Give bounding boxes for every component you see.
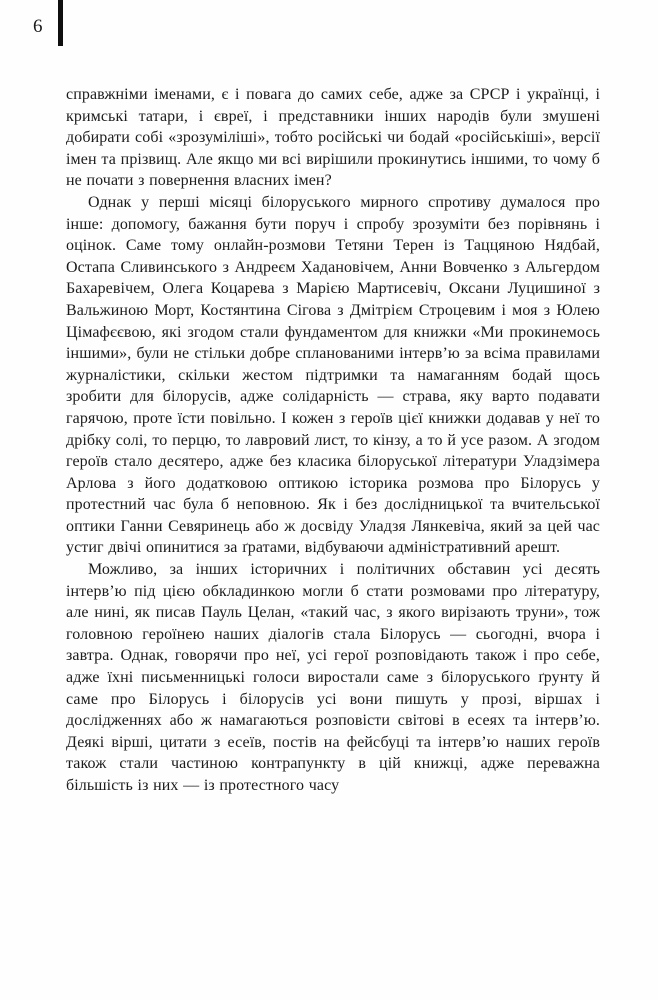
paragraph-1: справжніми іменами, є і повага до самих себе, адже за СРСР і українці, і кримські татари, і євреї, і представники інших народів були змушені добирати собі «зрозуміліші», тобто російські чи бодай «російськіші», версії імен та прізвищ. Але якщо ми всі вирішили прокинутись іншими, то чому б не почати з повернення власних імен?: [66, 86, 600, 190]
body-text: [66, 84, 600, 797]
paragraph-2: Однак у перші місяці білоруського мирного спротиву думалося про інше: допомогу, бажання бути поруч і спробу зрозуміти без порівнянь і оцінок. Саме тому онлайн-розмови Тетяни Терен із Таццяною Нядбай, Остапа Сливинського з Андреєм Хадановічем, Анни Вовченко з Альгердом Бахаревічем, Олега Коцарева з Марією Мартисевіч, Оксани Луцишиної з Вальжиною Морт, Костянтина Сігова з Дмітрієм Строцевим і моя з Юлею Цімафєєвою, які згодом стали фундаментом для книжки «Ми прокинемось іншими», були не стільки добре спланованими інтерв’ю за всіма правилами журналістики, скільки жестом підтримки та намаганням бодай щось зробити для білорусів, адже солідарність — страва, яку варто подавати гарячою, проте їсти повільно. І кожен з героїв цієї книжки додавав у неї то дрібку солі, то перцю, то лавровий лист, то кінзу, а то й усе разом. А згодом героїв стало десятеро, адже без класика білоруської літератури Уладзімера Арлова з його додатковою оптикою історика розмова про Білорусь у протестний час була б неповною. Як і без дослідницької та вчительської оптики Ганни Севяринець або ж досвіду Уладзя Лянкевіча, який за цей час устиг двічі опинитися за ґратами, відбуваючи адміністративний арешт.: [66, 193, 600, 557]
page-number: 6: [33, 16, 43, 37]
paragraph-3: Можливо, за інших історичних і політичних обставин усі десять інтерв’ю під цією обкладинкою могли б стати розмовами про літературу, але нині, як писав Пауль Целан, «такий час, з якого вирізають труни», тож головною героїнею наших діалогів стала Білорусь — сьогодні, вчора і завтра. Однак, говорячи про неї, усі герої розповідають також і про себе, адже їхні письменницькі голоси виростали саме з білоруського ґрунту й саме про Білорусь і білорусів усі вони пишуть у прозі, віршах і дослідженнях або ж намагаються розповісти світові в есеях та інтерв’ю. Деякі вірші, цитати з есеїв, постів на фейсбуці та інтерв’ю наших героїв також стали частиною контрапункту в цій книжці, адже переважна більшість із них — із протестного часу: [66, 561, 600, 794]
corner-bar: [58, 0, 63, 46]
